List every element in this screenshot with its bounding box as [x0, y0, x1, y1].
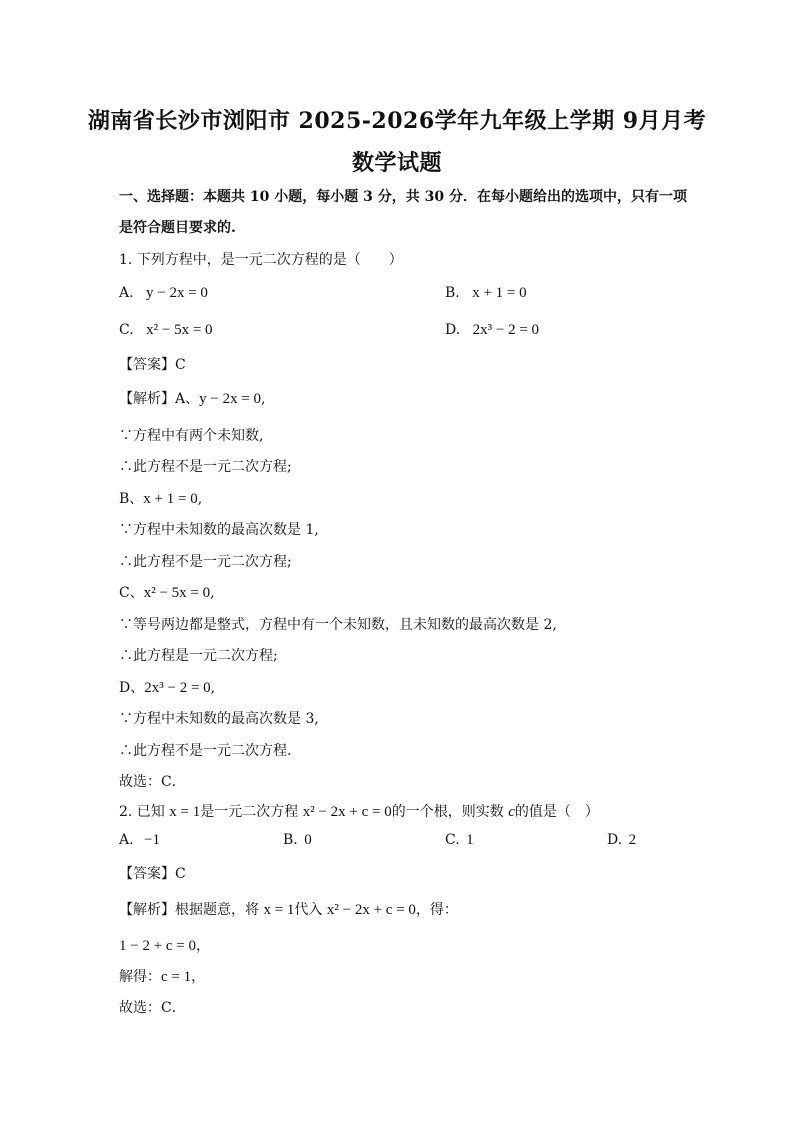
q1-analysis-d [119, 677, 215, 697]
q2-option-b [283, 832, 312, 849]
q2-stem-text: 的值是（ ） [514, 804, 599, 820]
q1-option-b [445, 285, 527, 302]
option-math: 2x³ − 2 = 0 [472, 322, 540, 338]
q2-option-d [607, 832, 636, 849]
q2-analysis [119, 899, 458, 919]
option-value: 1 [466, 832, 474, 848]
q2-stem [119, 801, 599, 821]
q1-analysis-line: ∴此方程不是一元二次方程; [119, 554, 292, 570]
option-value: 2 [628, 832, 637, 848]
q2-equation: x² − 2x + c = 0 [302, 804, 392, 820]
q1-option-c [119, 322, 213, 339]
q1-analysis-line: ∵方程中未知数的最高次数是 1, [119, 522, 319, 538]
option-label: A. [119, 285, 134, 301]
document-title: 湖南省长沙市浏阳市 2025-2026学年九年级上学期 9月月考 [87, 108, 707, 134]
q2-stem-text: 2. 已知 [119, 804, 165, 820]
option-label: C. [445, 832, 460, 848]
comma: , [197, 491, 203, 507]
section-heading-cont: 是符合题目要求的. [119, 220, 236, 236]
option-value: −1 [144, 832, 160, 848]
q1-analysis-line: ∵方程中有两个未知数, [119, 428, 264, 444]
comma: ， [191, 969, 206, 985]
q1-analysis-line: ∵方程中未知数的最高次数是 3, [119, 711, 319, 727]
q2-solve [119, 966, 205, 986]
q1-analysis-line: ∴此方程不是一元二次方程. [119, 743, 292, 759]
analysis-text: 代入 [294, 902, 323, 918]
q1-analysis-c [119, 582, 215, 602]
q1-analysis-line: ∴此方程不是一元二次方程; [119, 459, 292, 475]
analysis-text: ，得： [415, 902, 458, 918]
analysis-text: 解得： [119, 969, 161, 985]
comma: ， [196, 938, 211, 954]
option-math: x² − 5x = 0 [146, 322, 213, 338]
analysis-substitution: x = 1 [263, 902, 295, 918]
option-label: D. [607, 832, 623, 848]
q2-variable: c [508, 804, 515, 820]
comma: , [210, 680, 216, 696]
option-value: 0 [304, 832, 312, 848]
q2-stem-text: 的一个根，则实数 [391, 804, 504, 820]
option-math: x + 1 = 0 [472, 285, 527, 301]
q1-analysis-line: ∴此方程是一元二次方程; [119, 648, 278, 664]
q1-stem: 1. 下列方程中，是一元二次方程的是（ ） [119, 252, 403, 268]
q1-answer: 【答案】C [119, 357, 186, 373]
option-label: B. [283, 832, 298, 848]
analysis-equation: y − 2x = 0 [199, 391, 262, 407]
q2-conclusion: 故选：C． [119, 1000, 186, 1016]
q2-option-a [119, 832, 160, 849]
q1-conclusion: 故选：C． [119, 774, 186, 790]
q2-option-c [445, 832, 474, 849]
option-math: y − 2x = 0 [146, 285, 208, 301]
q1-option-d [445, 322, 539, 339]
analysis-head: C、 [119, 585, 144, 601]
q2-stem-text: 是一元二次方程 [200, 804, 299, 820]
analysis-text: 【解析】根据题意，将 [119, 902, 259, 918]
q1-option-a [119, 285, 208, 302]
section-heading: 一、选择题：本题共 10 小题，每小题 3 分，共 30 分．在每小题给出的选项中，只有一项 [119, 189, 687, 205]
analysis-equation: x² − 5x = 0 [143, 585, 211, 601]
analysis-equation: 1 − 2 + c = 0 [119, 938, 197, 954]
analysis-equation: x + 1 = 0 [143, 491, 198, 507]
comma: , [261, 391, 266, 407]
analysis-equation: c = 1 [161, 969, 192, 985]
q1-analysis-a [119, 388, 266, 408]
analysis-head: B、 [119, 491, 144, 507]
comma: , [210, 585, 215, 601]
q1-analysis-line: ∵等号两边都是整式，方程中有一个未知数，且未知数的最高次数是 2, [119, 617, 557, 633]
analysis-equation: x² − 2x + c = 0 [326, 902, 416, 918]
document-subtitle: 数学试题 [351, 150, 442, 176]
option-label: A. [119, 832, 134, 848]
q2-root: x = 1 [169, 804, 201, 820]
analysis-head: D、 [119, 680, 145, 696]
option-label: D. [445, 322, 461, 338]
analysis-equation: 2x³ − 2 = 0 [144, 680, 211, 696]
option-label: C. [119, 322, 134, 338]
analysis-head: 【解析】A、 [119, 391, 200, 407]
q2-step [119, 935, 210, 955]
q2-answer: 【答案】C [119, 866, 186, 882]
q1-analysis-b [119, 488, 202, 508]
option-label: B. [445, 285, 460, 301]
